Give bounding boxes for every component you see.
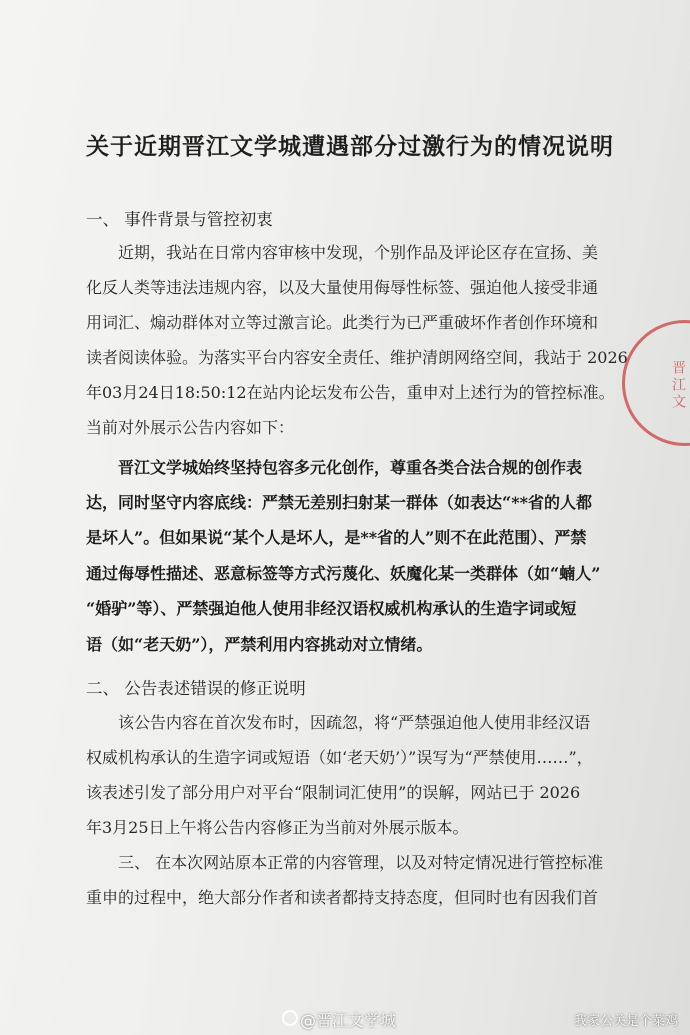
weibo-logo-icon (282, 1010, 298, 1026)
paragraph-3-line: 重申的过程中，绝大部分作者和读者都持支持态度，但同时也有因我们首 (86, 888, 599, 907)
user-watermark: 我家公关是个菜鸡 (573, 1014, 678, 1029)
notice-line: 是坏人”。但如果说“某个人是坏人，是**省的人”则不在此范围）、严禁 (86, 528, 587, 547)
paragraph-1-line: 用词汇、煽动群体对立等过激言论。此类行为已严重破坏作者创作环境和 (86, 313, 599, 332)
notice-line: 达，同时坚守内容底线：严禁无差别扫射某一群体（如表达“**省的人都 (86, 493, 592, 512)
notice-line: 晋江文学城始终坚持包容多元化创作，尊重各类合法合规的创作表 (118, 458, 583, 477)
notice-line: 语（如“老天奶”），严禁利用内容挑动对立情绪。 (86, 635, 433, 654)
section-2-heading: 二、 公告表述错误的修正说明 (86, 679, 306, 698)
paragraph-1-line: 近期，我站在日常内容审核中发现，个别作品及评论区存在宣扬、美 (118, 243, 599, 262)
section-1-heading: 一、 事件背景与管控初衷 (86, 210, 273, 229)
weibo-watermark: @晋江文学城 (300, 1011, 397, 1030)
paragraph-2-line: 该公告内容在首次发布时，因疏忽，将“严禁强迫他人使用非经汉语 (118, 713, 591, 732)
paragraph-2-line: 权威机构承认的生造字词或短语（如‘老天奶’）”误写为“严禁使用……”， (86, 748, 593, 767)
paragraph-2-line: 年3月25日上午将公告内容修正为当前对外展示版本。 (86, 818, 469, 837)
paragraph-1-line: 化反人类等违法违规内容，以及大量使用侮辱性标签、强迫他人接受非通 (86, 278, 599, 297)
paragraph-1-line: 年03月24日18:50:12在站内论坛发布公告，重申对上述行为的管控标准。 (86, 383, 615, 402)
paragraph-3-line: 三、 在本次网站原本正常的内容管理，以及对特定情况进行管控标准 (118, 853, 604, 872)
notice-line: “婚驴”等）、严禁强迫他人使用非经汉语权威机构承认的生造字词或短 (86, 599, 577, 618)
paragraph-1-line: 当前对外展示公告内容如下： (86, 418, 295, 437)
document-title: 关于近期晋江文学城遭遇部分过激行为的情况说明 (86, 133, 614, 160)
notice-line: 通过侮辱性描述、恶意标签等方式污蔑化、妖魔化某一类群体（如“蝻人” (86, 564, 601, 583)
paragraph-1-line: 读者阅读体验。为落实平台内容安全责任、维护清朗网络空间，我站于 2026 (86, 348, 628, 367)
seal-text: 晋江文 (670, 360, 686, 411)
paragraph-2-line: 该表述引发了部分用户对平台“限制词汇使用”的误解，网站已于 2026 (86, 783, 581, 802)
